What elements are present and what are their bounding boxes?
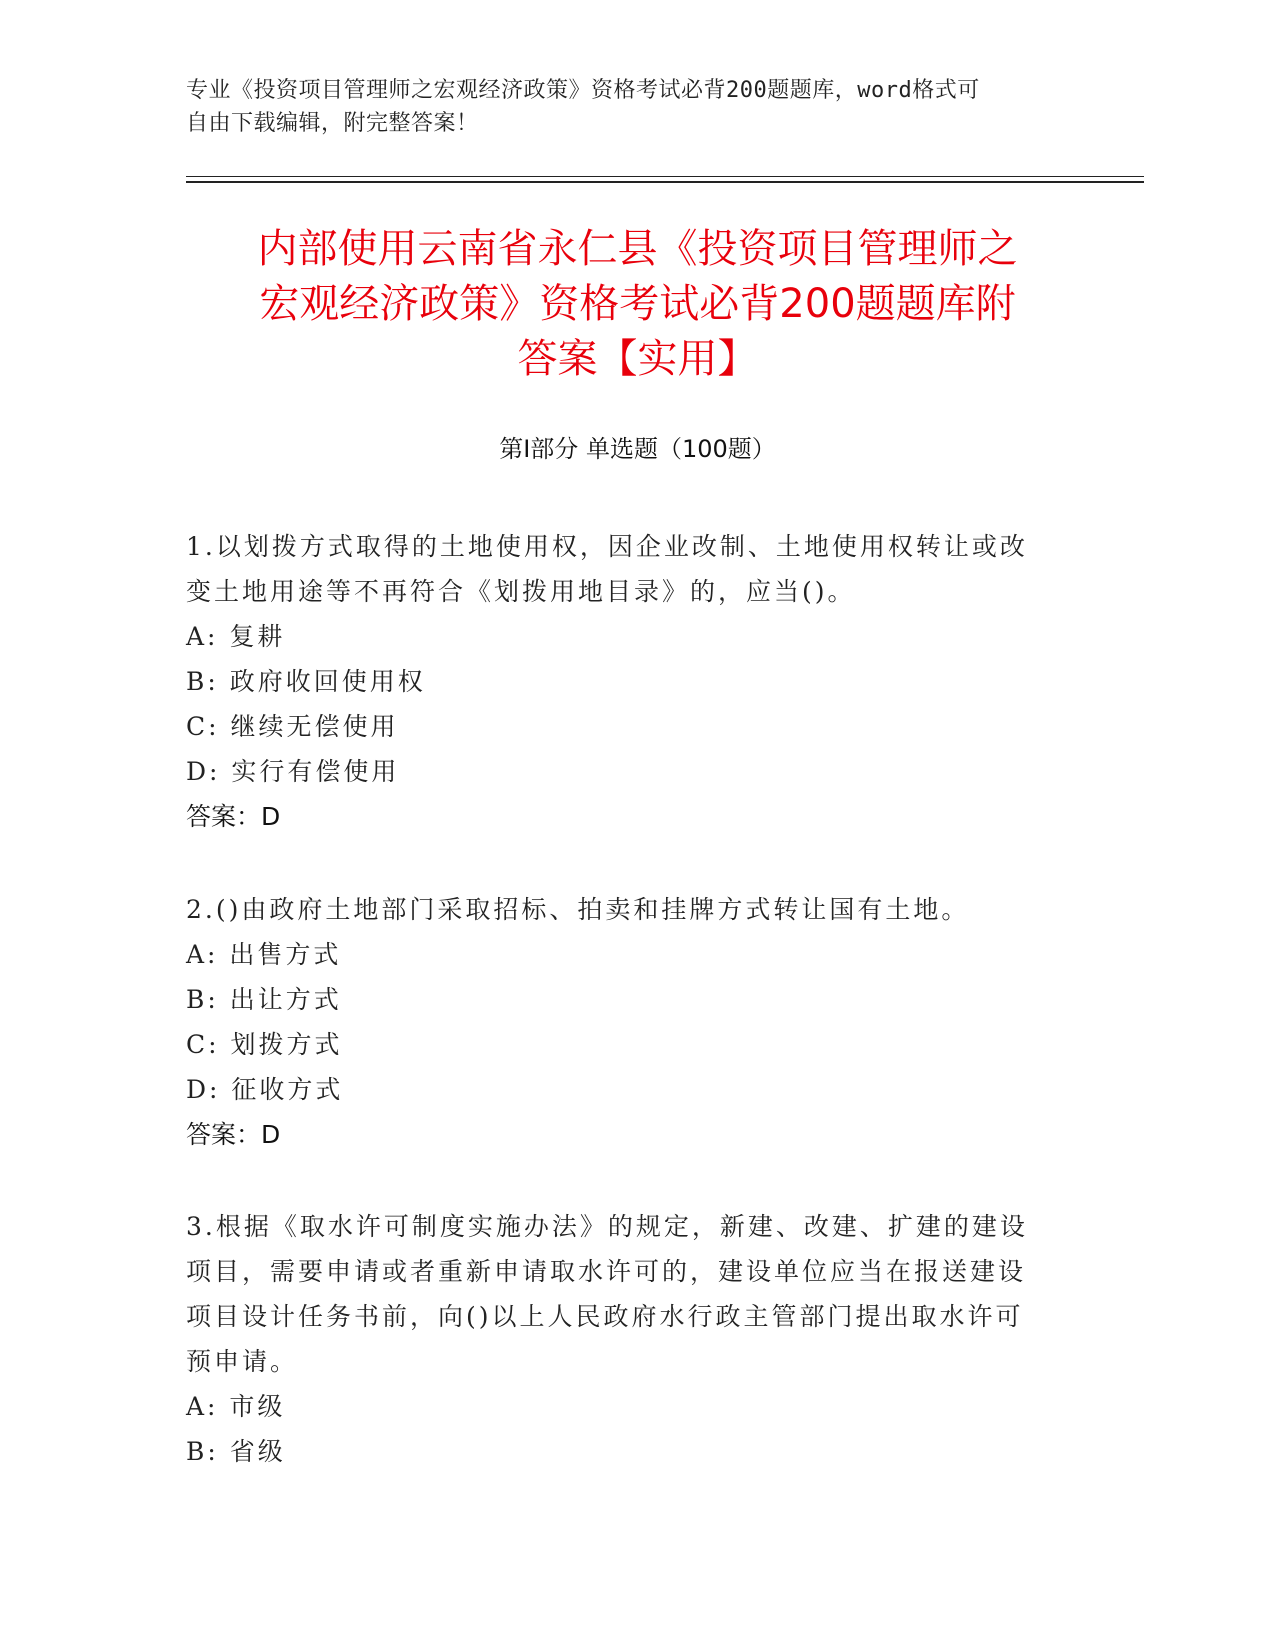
option-b: B: 政府收回使用权 <box>186 667 426 696</box>
option-c: C: 继续无偿使用 <box>186 712 399 741</box>
title-line: 宏观经济政策》资格考试必背200题题库附 <box>259 281 1016 327</box>
header-note-line: 专业《投资项目管理师之宏观经济政策》资格考试必背200题题库，word格式可 <box>186 78 980 103</box>
title-line: 答案【实用】 <box>517 336 758 382</box>
header-note-line: 自由下载编辑，附完整答案！ <box>186 111 479 136</box>
option-d: D: 实行有偿使用 <box>186 757 400 786</box>
option-a: A: 出售方式 <box>186 940 342 969</box>
option-a: A: 复耕 <box>186 622 286 651</box>
question-3 <box>186 1204 1086 1474</box>
question-1 <box>186 524 1086 839</box>
question-text-line: 2.()由政府土地部门采取招标、拍卖和挂牌方式转让国有土地。 <box>186 895 970 924</box>
header-divider-thick <box>186 181 1144 183</box>
question-text-line: 变土地用途等不再符合《划拨用地目录》的，应当()。 <box>186 577 856 606</box>
header-note <box>186 74 1086 140</box>
option-a: A: 市级 <box>186 1392 286 1421</box>
option-b: B: 出让方式 <box>186 985 342 1014</box>
document-title <box>150 222 1125 387</box>
option-b: B: 省级 <box>186 1437 286 1466</box>
section-heading: 第Ⅰ部分 单选题（100题） <box>499 435 776 463</box>
answer: 答案：D <box>186 1120 281 1149</box>
question-text-line: 3.根据《取水许可制度实施办法》的规定，新建、改建、扩建的建设 <box>186 1212 1028 1241</box>
option-d: D: 征收方式 <box>186 1075 344 1104</box>
header-divider-thin <box>186 176 1144 177</box>
question-2 <box>186 887 1086 1157</box>
question-text-line: 项目，需要申请或者重新申请取水许可的，建设单位应当在报送建设 <box>186 1257 1027 1286</box>
question-text-line: 项目设计任务书前，向()以上人民政府水行政主管部门提出取水许可 <box>186 1302 1024 1331</box>
title-line: 内部使用云南省永仁县《投资项目管理师之 <box>257 226 1018 272</box>
answer: 答案：D <box>186 802 281 831</box>
option-c: C: 划拨方式 <box>186 1030 343 1059</box>
question-text-line: 1.以划拨方式取得的土地使用权，因企业改制、土地使用权转让或改 <box>186 532 1028 561</box>
question-text-line: 预申请。 <box>186 1347 299 1376</box>
